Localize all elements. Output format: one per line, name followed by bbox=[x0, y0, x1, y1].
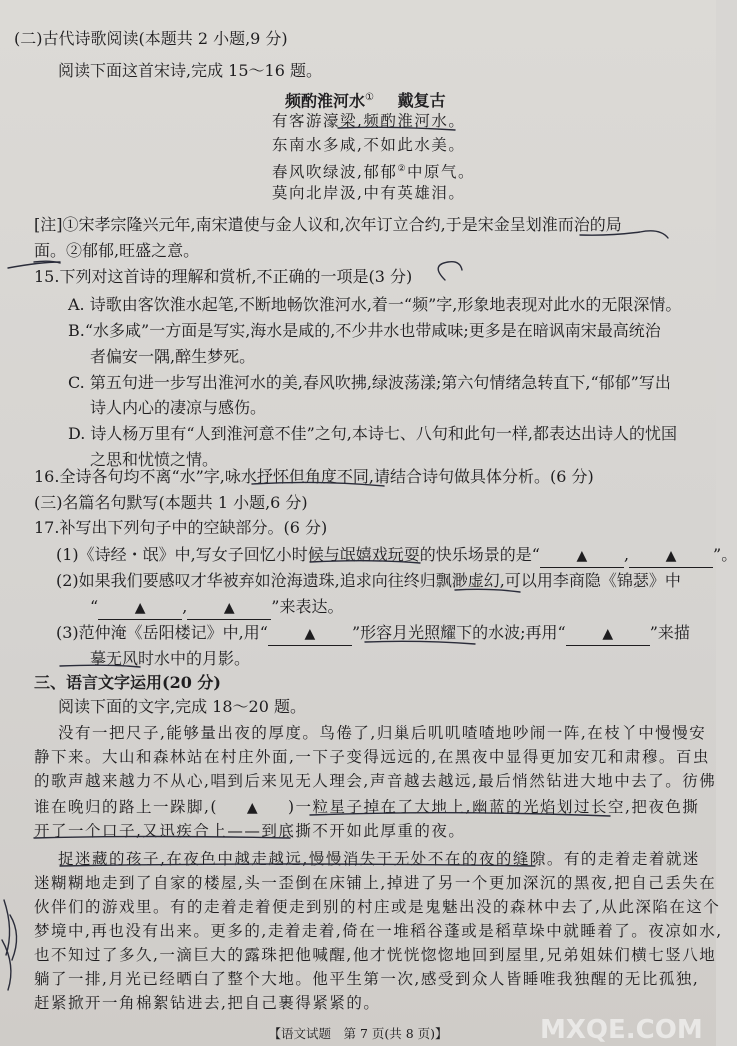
note-mark-2: ② bbox=[397, 164, 408, 174]
poem-line-3a: 春风吹绿波,郁郁 bbox=[272, 163, 398, 182]
passage-text: 谁在晚归的路上一跺脚,( bbox=[34, 798, 218, 816]
poem-title: 频酌淮河水 bbox=[285, 91, 366, 111]
passage-p2-line-4: 梦境中,再也没有出来。更多的,走着走着,倚在一堆稻谷蓬或是稻草垛中就睡着了。夜凉如水, bbox=[34, 922, 723, 940]
answer-blank[interactable]: ▲ bbox=[540, 545, 624, 568]
poem-note-mark: ① bbox=[365, 92, 374, 103]
poem-line-2: 东南水多咸,不如此水美。 bbox=[272, 136, 466, 154]
q17-2-end: ”来表达。 bbox=[271, 597, 344, 616]
passage-p2-line-2: 迷糊糊地走到了自家的楼屋,头一歪倒在床铺上,掉进了另一个更加深沉的黑夜,把自己丢失在 bbox=[34, 874, 717, 892]
q17-1-end: ”。 bbox=[713, 545, 737, 564]
part-heading-language: 三、语言文字运用(20 分) bbox=[34, 673, 221, 692]
poetry-instruction: 阅读下面这首宋诗,完成 15～16 题。 bbox=[58, 61, 322, 80]
passage-p2-line-1: 捉迷藏的孩子,在夜色中越走越远,慢慢消失于无处不在的夜的缝隙。有的走着走着就迷 bbox=[58, 850, 700, 868]
poem-line-3b: 中原气。 bbox=[407, 163, 476, 182]
passage-p1-line-4 bbox=[34, 796, 699, 819]
q15-option-a: A. 诗歌由客饮淮水起笔,不断地畅饮淮河水,着一“频”字,形象地表现对此水的无限深情。 bbox=[68, 295, 682, 314]
passage-p2-line-5: 也不知过了多久,一滴巨大的露珠把他喊醒,他才恍恍惚惚地回到屋里,兄弟姐妹们横七竖八地 bbox=[34, 946, 717, 964]
poem-line-3 bbox=[272, 158, 475, 183]
q17-item-3-line-2: 摹无风时水中的月影。 bbox=[90, 649, 251, 668]
q16-stem: 16.全诗各句均不离“水”字,咏水抒怀但角度不同,请结合诗句做具体分析。(6 分) bbox=[34, 467, 594, 486]
q17-item-3-line-1 bbox=[56, 622, 690, 646]
poem-note-line-1: [注]①宋孝宗隆兴元年,南宋遣使与金人议和,次年订立合约,于是宋金呈划淮而治的局 bbox=[34, 215, 622, 234]
q17-3-text-a: (3)范仲淹《岳阳楼记》中,用“ bbox=[56, 623, 268, 642]
q15-option-d-2: 之思和忧愤之情。 bbox=[90, 450, 219, 469]
answer-blank[interactable]: ▲ bbox=[566, 623, 650, 646]
handwritten-answer-c bbox=[438, 262, 462, 280]
q17-item-2-line-2 bbox=[90, 596, 343, 620]
q15-option-b-1: B.“水多咸”一方面是写实,海水是咸的,不少井水也带咸味;更多是在暗讽南宋最高统治 bbox=[68, 321, 661, 340]
q17-item-2-line-1: (2)如果我们要感叹才华被弃如沧海遗珠,追求向往终归飘渺虚幻,可以用李商隐《锦瑟》中 bbox=[56, 571, 681, 590]
passage-p2-line-3: 伙伴们的游戏里。有的走着走着便走到别的村庄或是鬼魅出没的森林中去了,从此深陷在这个 bbox=[34, 898, 721, 916]
passage-text: )一粒星子掉在了大地上,幽蓝的光焰划过长空,把夜色撕 bbox=[287, 798, 700, 816]
q17-3-text-b: ”形容月光照耀下的水波;再用“ bbox=[351, 623, 566, 642]
passage-p2-line-7: 赶紧掀开一角棉絮钻进去,把自己裹得紧紧的。 bbox=[34, 994, 381, 1012]
q17-3-text-c: ”来描 bbox=[649, 623, 690, 642]
passage-p1-line-1: 没有一把尺子,能够量出夜的厚度。鸟倦了,归巢后叽叽喳喳地吵闹一阵,在枝丫中慢慢安 bbox=[58, 724, 707, 742]
page-footer: 【语文试题 第 7 页(共 8 页)】 bbox=[268, 1026, 448, 1041]
poem-note-line-2: 面。②郁郁,旺盛之意。 bbox=[34, 241, 200, 260]
margin-scribble bbox=[2, 900, 17, 990]
q17-2-open: “ bbox=[90, 597, 99, 616]
answer-blank[interactable]: ▲ bbox=[187, 597, 271, 620]
q15-option-b-2: 者偏安一隅,醉生梦死。 bbox=[90, 347, 256, 366]
answer-blank[interactable]: ▲ bbox=[246, 800, 260, 816]
answer-blank[interactable]: ▲ bbox=[268, 623, 352, 646]
passage-p1-line-5: 开了一个口子,又迅疾合上——到底撕不开如此厚重的夜。 bbox=[34, 822, 466, 840]
q17-2-sep: , bbox=[182, 597, 188, 616]
q15-option-c-2: 诗人内心的凄凉与感伤。 bbox=[90, 398, 267, 417]
poem-line-1: 有客游濠梁,频酌淮河水。 bbox=[272, 112, 466, 130]
section-heading-recitation: (三)名篇名句默写(本题共 1 小题,6 分) bbox=[34, 493, 308, 512]
q17-1-sep: , bbox=[623, 545, 630, 564]
q15-option-c-1: C. 第五句进一步写出淮河水的美,春风吹拂,绿波荡漾;第六句情绪急转直下,“郁郁”写出 bbox=[68, 373, 671, 392]
answer-blank[interactable]: ▲ bbox=[98, 597, 182, 620]
answer-blank[interactable]: ▲ bbox=[629, 545, 713, 568]
q15-option-d-1: D. 诗人杨万里有“人到淮河意不佳”之句,本诗七、八句和此句一样,都表达出诗人的忧国 bbox=[68, 424, 677, 443]
section-heading-poetry: (二)古代诗歌阅读(本题共 2 小题,9 分) bbox=[14, 29, 288, 48]
q17-stem: 17.补写出下列句子中的空缺部分。(6 分) bbox=[34, 518, 328, 537]
poem-line-4: 莫向北岸汲,中有英雄泪。 bbox=[272, 184, 466, 202]
passage-p2-line-6: 躺了一排,月光已经晒白了整个大地。他平生第一次,感受到众人皆睡唯我独醒的无比孤独, bbox=[34, 970, 700, 988]
passage-p1-line-3: 的歌声越来越力不从心,唱到后来见无人理会,声音越去越远,最后悄然钻进大地中去了。彷佛 bbox=[34, 772, 717, 790]
q17-1-text: (1)《诗经・氓》中,写女子回忆小时候与氓嬉戏玩耍的快乐场景的是“ bbox=[56, 545, 540, 564]
q17-item-1 bbox=[56, 544, 737, 568]
poem-author: 戴复古 bbox=[397, 91, 446, 111]
passage-p1-line-2: 静下来。大山和森林站在村庄外面,一下子变得远远的,在黑夜中显得更加安兀和肃穆。百虫 bbox=[34, 748, 710, 766]
poem-title-row bbox=[285, 87, 446, 112]
watermark: MXQE.COM bbox=[540, 1015, 703, 1045]
language-instruction: 阅读下面的文字,完成 18～20 题。 bbox=[58, 697, 306, 716]
q15-stem: 15.下列对这首诗的理解和赏析,不正确的一项是(3 分) bbox=[34, 267, 413, 286]
